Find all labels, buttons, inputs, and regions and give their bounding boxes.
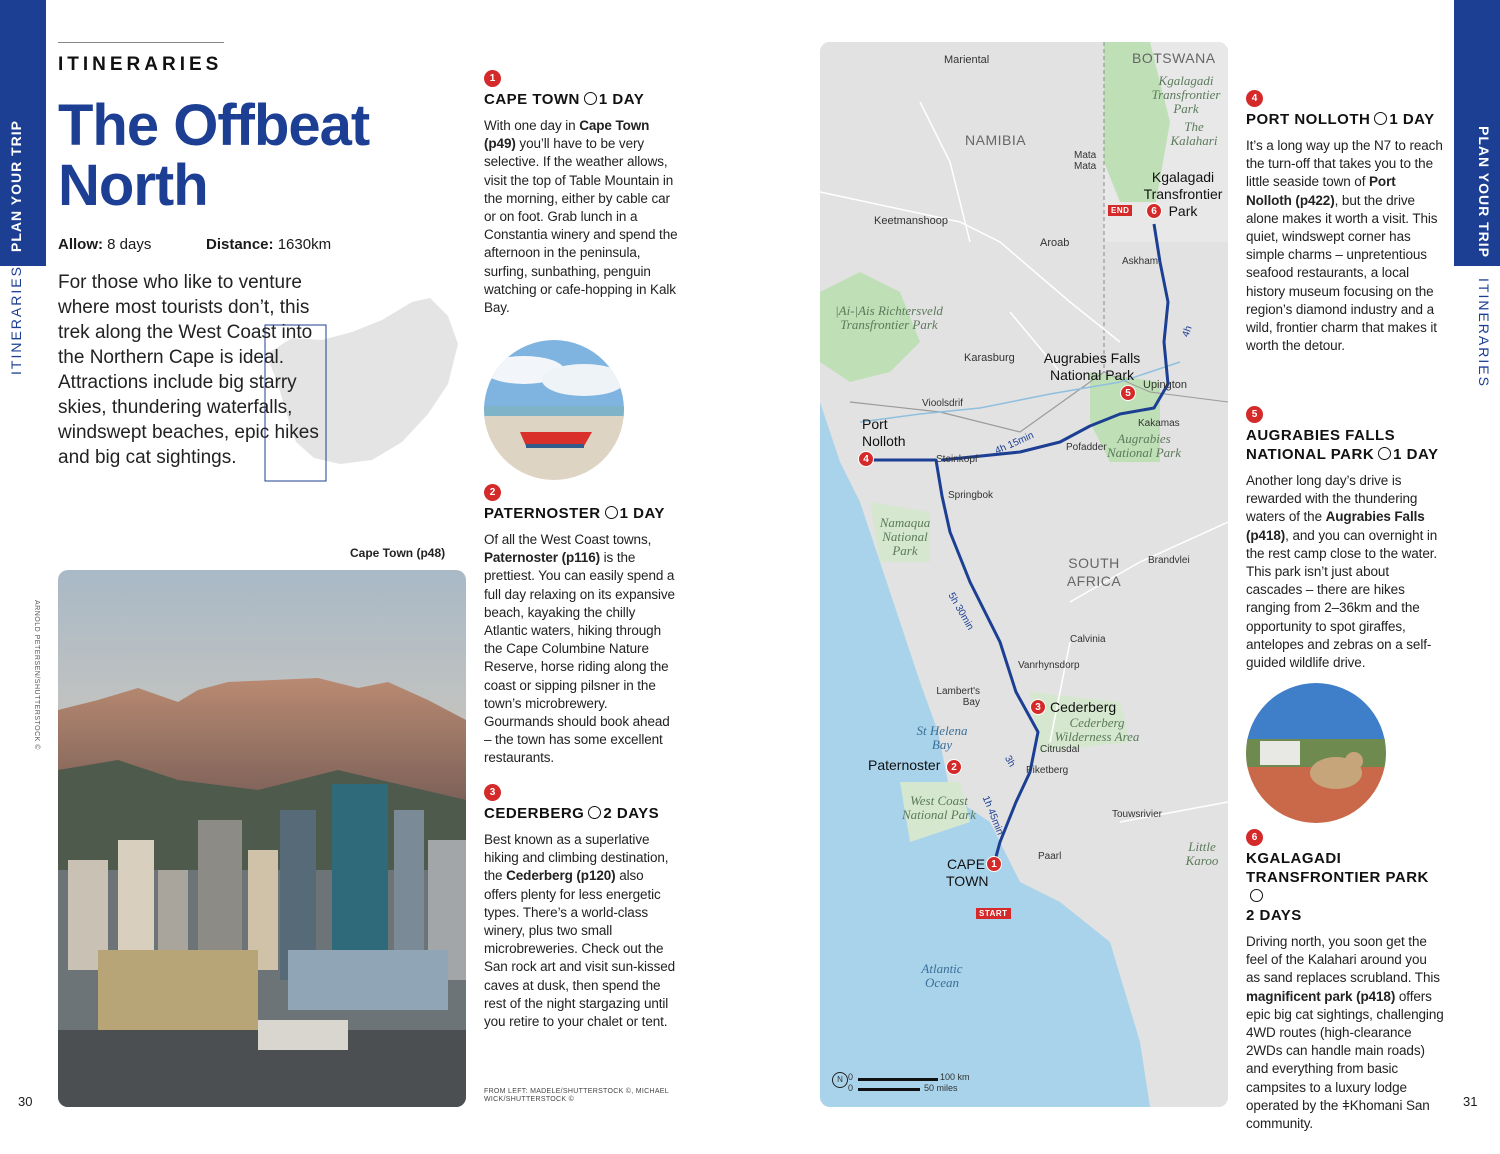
park-label: Augrabies National Park [1106,431,1182,460]
distance-info: Distance: 1630km [206,236,332,253]
park-label: Namaqua National Park [879,515,931,558]
stop-title: AUGRABIES FALLS NATIONAL PARK 1 DAY [1246,427,1439,463]
town-label: Lambert's Bay [936,686,980,708]
town-label: Steinkopf [936,454,978,465]
stop-number-badge: 6 [1246,829,1263,846]
allow-info: Allow: 8 days [58,236,152,253]
map-stop-marker[interactable]: 2 [946,759,962,775]
stop-paternoster [484,480,680,768]
stop-number-badge: 1 [484,70,501,87]
town-label: Vioolsdrif [922,398,963,409]
intro-text: For those who like to venture where most tourists don’t, this trek along the West Coast into the Northern Cape is ideal. Attractions include big starry skies, thundering waterfalls, windswept beaches, epic hikes and big cat sightings. [58,272,319,468]
stop-body: It’s a long way up the N7 to reach the turn-off that takes you to the little seaside town of Port Nolloth (p422), but the drive alone makes it worth a visit. This quiet, windswept corner has simple charms – unpretentious seafood restaurants, a local history museum focusing on the region’s diamond industry and a wild, frontier charm that makes it worth the detour. [1246,138,1443,354]
page-number-left: 30 [18,1094,33,1109]
stop-cederberg [484,780,680,1031]
town-label: Springbok [948,490,994,501]
clock-icon [1374,112,1387,125]
town-label: Paarl [1038,851,1062,862]
page-reference[interactable]: Cederberg (p120) [506,868,616,884]
stop-number-badge: 2 [484,484,501,501]
page-reference[interactable]: Paternoster (p116) [484,550,600,566]
water-label: Atlantic Ocean [921,961,963,990]
town-label: Vanrhynsdorp [1018,660,1080,671]
stop-cape-town [484,66,680,317]
stop-body: With one day in Cape Town (p49) you’ll have to be very selective. If the weather allows, visit the top of Table Mountain in the morning, either by cable car or on foot. Grab lunch in a Constantia winery and spend the afternoon in the peninsula, surfing, sunbathing, penguin watching or cafe-hopping in Kalk Bay. [484,118,678,316]
tab-subsection-label[interactable]: ITINERARIES [8,265,24,375]
stop-kgalagadi [1246,825,1444,1133]
map-stop-marker[interactable]: 1 [986,856,1002,872]
drive-time-label: 4h [1180,324,1195,339]
scale-zero: 0 [848,1083,854,1093]
country-label: BOTSWANA [1132,50,1216,66]
clock-icon [584,92,597,105]
photo-credit: ARNOLD PETERSEN/SHUTTERSTOCK © [33,600,40,750]
clock-icon [588,806,601,819]
map-stop-label: CAPE TOWN [946,856,989,889]
water-label: St Helena Bay [916,723,968,752]
clock-icon [605,506,618,519]
town-label: Touwsrivier [1112,809,1163,820]
page-number-right: 31 [1463,1094,1478,1109]
tab-section-label[interactable]: PLAN YOUR TRIP [1476,126,1492,258]
scale-zero: 0 [848,1072,854,1082]
town-label: Aroab [1040,237,1070,249]
map-stop-label: Paternoster [868,757,941,773]
town-label: Mariental [944,54,990,66]
kgalagadi-photo [1246,683,1386,823]
country-label: SOUTH AFRICA [1066,555,1122,589]
divider [58,42,224,43]
park-label: Cederberg Wilderness Area [1054,715,1140,744]
town-label: Kakamas [1138,418,1180,429]
page-reference[interactable]: Port Nolloth (p422) [1246,174,1396,208]
town-label: Pofadder [1066,442,1107,453]
tab-subsection-label[interactable]: ITINERARIES [1476,278,1492,388]
start-tag: START [976,908,1011,919]
photo-caption: Cape Town (p48) [350,546,446,560]
park-label: West Coast National Park [901,793,977,822]
scale-km: 100 km [940,1072,970,1082]
route-map [820,42,1228,1107]
stop-title: CEDERBERG 2 DAYS [484,805,660,822]
park-label: The Kalahari [1170,119,1218,148]
town-label: Mata Mata [1074,150,1097,172]
map-stop-label: Kgalagadi Transfrontier Park [1143,169,1223,219]
tab-section-label[interactable]: PLAN YOUR TRIP [8,120,24,252]
stop-number-badge: 3 [484,784,501,801]
park-label: Kgalagadi Transfrontier Park [1151,73,1221,116]
stop-body: Best known as a superlative hiking and climbing destination, the Cederberg (p120) also offers plenty for less energetic types. There’s a world-class winery, plus two small microbreweries. Check out the San rock art and visit sun-kissed caves at dusk, then spend the rest of the night stargazing until you retire to your chalet or tent. [484,832,676,1030]
map-stop-marker[interactable]: 3 [1030,699,1046,715]
page-reference[interactable]: Augrabies Falls (p418) [1246,509,1425,543]
park-label: |Ai-|Ais Richtersveld Transfrontier Park [835,303,943,332]
clock-icon [1250,889,1263,902]
end-tag: END [1108,205,1132,216]
map-stop-marker[interactable]: 4 [858,451,874,467]
country-label: NAMIBIA [965,132,1027,148]
stop-body: Of all the West Coast towns, Paternoster (p116) is the prettiest. You can easily spend a full day relaxing on its expansive beach, kayaking the chilly Atlantic waters, hiking through the Cape Columbine Nature Reserve, horse riding along the coast or sipping pilsner in the town’s microbrewery. Gourmands should book ahead – the town has some excellent restaurants. [484,532,675,766]
drive-time-label: 3h [1002,753,1018,770]
right-side-tab [1454,0,1500,1154]
map-stop-marker[interactable]: 5 [1120,385,1136,401]
drive-time-label: 1h 45min [979,794,1006,837]
map-stop-label: Port Nolloth [862,416,906,449]
scale-miles: 50 miles [924,1083,958,1093]
town-label: Upington [1143,379,1188,391]
paternoster-photo [484,340,624,480]
section-kicker: ITINERARIES [58,54,223,75]
cape-town-photo [58,570,466,1107]
drive-time-label: 4h 15min [993,430,1036,457]
stop-number-badge: 4 [1246,90,1263,107]
town-label: Citrusdal [1040,744,1080,755]
page-reference[interactable]: magnificent park (p418) [1246,988,1396,1004]
page-reference[interactable]: Cape Town (p49) [484,118,650,152]
stop-augrabies [1246,402,1444,672]
town-label: Karasburg [964,352,1015,364]
stop-title: PORT NOLLOTH 1 DAY [1246,111,1435,128]
town-label: Brandvlei [1148,555,1190,566]
map-stop-marker[interactable]: 6 [1146,203,1162,219]
town-label: Calvinia [1070,634,1106,645]
town-label: Piketberg [1026,765,1069,776]
stop-title: KGALAGADI TRANSFRONTIER PARK 2 DAYS [1246,850,1429,924]
town-label: Askham [1122,256,1159,267]
stop-title: CAPE TOWN 1 DAY [484,91,645,108]
town-label: Keetmanshoop [874,215,948,227]
map-stop-label: Augrabies Falls National Park [1043,350,1141,383]
page-title: The Offbeat North [58,93,370,218]
clock-icon [1378,447,1391,460]
left-side-tab [0,0,46,1154]
stop-body: Driving north, you soon get the feel of the Kalahari around you as sand replaces scrubland. This magnificent park (p418) offers epic big cat sightings, challenging 4WD routes (high-clearance 2WDs can handle main roads) and everything from basic campsites to a luxury lodge operated by the ǂKhomani San community. [1246,934,1444,1132]
stop-title: PATERNOSTER 1 DAY [484,505,665,522]
stop-port-nolloth [1246,86,1444,355]
drive-time-label: 5h 30min [945,590,976,633]
north-arrow-icon: N [832,1072,848,1088]
photo-credit-2: FROM LEFT: MADELE/SHUTTERSTOCK ©, MICHAEL WICK/SHUTTERSTOCK © [484,1088,669,1103]
map-stop-label: Cederberg [1050,699,1117,715]
stop-body: Another long day’s drive is rewarded with the thundering waters of the Augrabies Falls (p418), and you can overnight in the rest camp close to the water. This park isn’t just about cascades – there are hikes ranging from 2–36km and the opportunity to spot giraffes, antelopes and zebras on a self-guided wildlife drive. [1246,473,1438,671]
stop-number-badge: 5 [1246,406,1263,423]
park-label: Little Karoo [1185,839,1219,868]
